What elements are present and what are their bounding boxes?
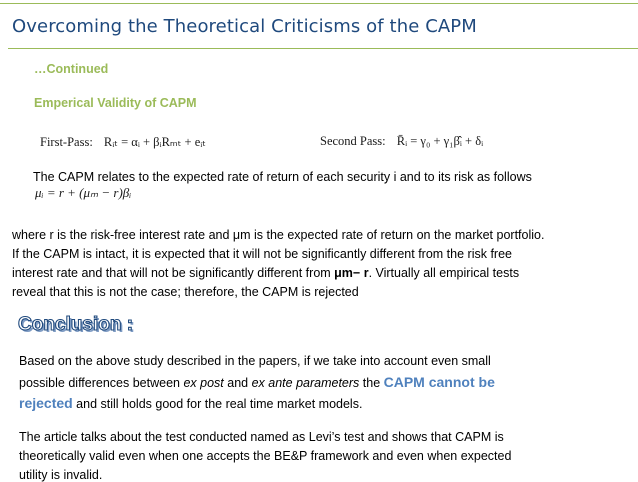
second-pass-formula bbox=[320, 134, 483, 149]
where-line-1: where r is the risk-free interest rate and μm is the expected rate of return on the market portfolio. bbox=[12, 228, 545, 242]
conclusion-heading: Conclusion : bbox=[18, 314, 134, 335]
conclusion-line-2 bbox=[19, 374, 495, 390]
first-pass-equation: Rᵢₜ = αᵢ + βᵢRₘₜ + eᵢₜ bbox=[103, 135, 206, 149]
capm-cannot-be-highlight: CAPM cannot be bbox=[383, 374, 495, 390]
second-pass-label: Second Pass: bbox=[320, 134, 386, 148]
where-line-3a: interest rate and that will not be significantly different from bbox=[12, 266, 335, 280]
conclusion-line-6: utility is invalid. bbox=[19, 468, 103, 482]
conclusion-line-5: theoretically valid even when one accepts the BE&P framework and even when expected bbox=[19, 449, 512, 463]
market-premium-term: μm− r bbox=[334, 266, 369, 280]
mu-equation: μᵢ = r + (μₘ − r)βᵢ bbox=[35, 185, 132, 200]
first-pass-formula bbox=[40, 134, 206, 150]
conclusion-line-1: Based on the above study described in the papers, if we take into account even small bbox=[19, 354, 491, 368]
ex-ante-term: ex ante parameters bbox=[251, 376, 360, 390]
rejected-highlight: rejected bbox=[19, 395, 73, 411]
conclusion-line-2c: and bbox=[223, 376, 252, 390]
capm-relation-text: The CAPM relates to the expected rate of return of each security i and to its risk as follows bbox=[33, 170, 532, 184]
where-line-4: reveal that this is not the case; therefore, the CAPM is rejected bbox=[12, 285, 359, 299]
second-pass-equation: R̄ᵢ = γ₀ + γ₁β̂ᵢ + δᵢ bbox=[396, 134, 484, 148]
conclusion-line-2e: the bbox=[359, 376, 384, 390]
conclusion-line-2a: possible differences between bbox=[19, 376, 184, 390]
ex-post-term: ex post bbox=[183, 376, 224, 390]
first-pass-label: First-Pass: bbox=[40, 135, 93, 149]
continued-label: …Continued bbox=[34, 62, 109, 76]
where-line-3c: . Virtually all empirical tests bbox=[368, 266, 520, 280]
where-line-2: If the CAPM is intact, it is expected that it will not be significantly different from the risk free bbox=[12, 247, 512, 261]
top-rule bbox=[0, 3, 638, 4]
conclusion-line-3 bbox=[19, 395, 362, 411]
section-heading: Emperical Validity of CAPM bbox=[34, 96, 197, 110]
conclusion-line-4: The article talks about the test conducted named as Levi’s test and shows that CAPM is bbox=[19, 430, 504, 444]
slide-title: Overcoming the Theoretical Criticisms of the CAPM bbox=[12, 16, 477, 37]
where-line-3 bbox=[12, 266, 519, 280]
title-divider bbox=[8, 48, 638, 49]
conclusion-line-3b: and still holds good for the real time market models. bbox=[72, 397, 363, 411]
